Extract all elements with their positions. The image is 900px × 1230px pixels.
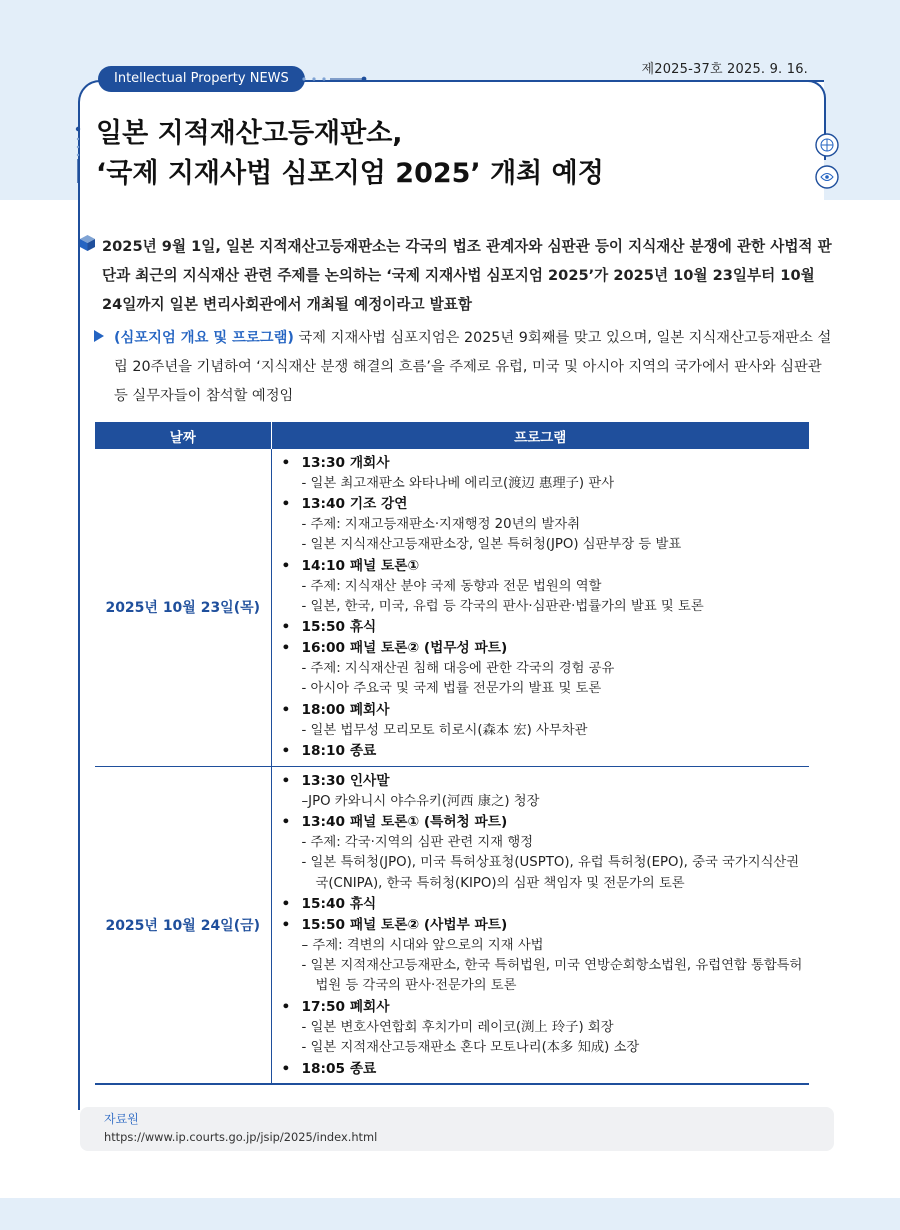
detail-paragraph <box>94 324 838 411</box>
source-box <box>80 1107 834 1151</box>
program-detail: - 주제: 지식재산권 침해 대응에 관한 각국의 경험 공유 <box>301 661 615 677</box>
summary-paragraph <box>80 232 840 319</box>
program-detail: – 주제: 격변의 시대와 앞으로의 지재 사법 <box>301 937 544 953</box>
program-item: • 13:40 기조 강연 <box>280 494 810 515</box>
triangle-bullet-icon <box>94 330 104 342</box>
globe-icon <box>812 130 842 200</box>
source-label: 자료원 <box>104 1112 139 1126</box>
program-item: • 13:30 인사말 <box>280 771 810 792</box>
detail-text <box>114 324 838 411</box>
program-item: • 15:50 휴식 <box>280 617 810 638</box>
program-detail: - 일본 최고재판소 와타나베 에리코(渡辺 惠理子) 판사 <box>301 475 615 491</box>
program-item: • 17:50 폐회사 <box>280 997 810 1018</box>
program-item: • 13:40 패널 토론① (특허청 파트) <box>280 812 810 833</box>
date-cell: 2025년 10월 24일(금) <box>95 766 271 1084</box>
program-detail: - 일본 지식재산고등재판소장, 일본 특허청(JPO) 심판부장 등 발표 <box>301 537 682 553</box>
table-row <box>95 766 809 1084</box>
title-line-2: ‘국제 지재사법 심포지엄 2025’ 개최 예정 <box>96 158 604 189</box>
cube-bullet-icon <box>80 235 95 251</box>
source-link[interactable]: https://www.ip.courts.go.jp/jsip/2025/index.html <box>104 1130 378 1144</box>
program-table <box>95 422 809 1085</box>
issue-number: 제2025-37호 2025. 9. 16. <box>641 62 808 77</box>
newsletter-badge: Intellectual Property NEWS <box>98 66 305 92</box>
table-row <box>95 449 809 766</box>
program-detail: - 일본 지적재산고등재판소, 한국 특허법원, 미국 연방순회항소법원, 유럽연합 통합특허법원 등 각국의 판사·전문가의 토론 <box>301 958 803 994</box>
header-program: 프로그램 <box>271 422 809 449</box>
dots-decoration-vertical <box>72 125 84 185</box>
program-detail: - 아시아 주요국 및 국제 법률 전문가의 발표 및 토론 <box>301 681 602 697</box>
table-header-row <box>95 422 809 449</box>
program-detail: - 일본 지적재산고등재판소 혼다 모토나리(本多 知成) 소장 <box>301 1040 640 1056</box>
detail-lead: (심포지엄 개요 및 프로그램) <box>114 330 294 346</box>
date-cell: 2025년 10월 23일(목) <box>95 449 271 766</box>
program-item: • 18:10 종료 <box>280 741 810 762</box>
program-detail: - 주제: 각국·지역의 심판 관련 지재 행정 <box>301 834 534 850</box>
program-cell <box>271 766 809 1084</box>
program-item: • 18:05 종료 <box>280 1059 810 1080</box>
program-item: • 14:10 패널 토론① <box>280 556 810 577</box>
program-detail: - 일본 법무성 모리모토 히로시(森本 宏) 사무차관 <box>301 722 588 738</box>
program-cell <box>271 449 809 766</box>
program-item: • 15:40 휴식 <box>280 894 810 915</box>
program-detail: - 일본 특허청(JPO), 미국 특허상표청(USPTO), 유럽 특허청(EPO), 중국 국가지식산권국(CNIPA), 한국 특허청(KIPO)의 심판 책임자 및 전문가의 토론 <box>301 855 800 891</box>
footer-band <box>0 1198 900 1230</box>
program-item: • 13:30 개회사 <box>280 453 810 474</box>
program-item: • 16:00 패널 토론② (법무성 파트) <box>280 638 810 659</box>
summary-text: 2025년 9월 1일, 일본 지적재산고등재판소는 각국의 법조 관계자와 심판관 등이 지식재산 분쟁에 관한 사법적 판단과 최근의 지식재산 관련 주제를 논의하는 ‘국제 지재사법 심포지엄 2025’가 2025년 10월 23일부터 10월 24일까지 일본 변리사회관에서 개최될 예정이라고 발표함 <box>102 238 832 313</box>
dots-decoration <box>300 75 370 83</box>
program-detail: - 일본 변호사연합회 후치가미 레이코(渕上 玲子) 회장 <box>301 1019 614 1035</box>
program-item: • 15:50 패널 토론② (사법부 파트) <box>280 915 810 936</box>
program-detail: - 주제: 지재고등재판소·지재행정 20년의 발자취 <box>301 517 581 532</box>
detail-body: 국제 지재사법 심포지엄은 2025년 9회째를 맞고 있으며, 일본 지식재산고등재판소 설립 20주년을 기념하여 ‘지식재산 분쟁 해결의 흐름’을 주제로 유럽, 미국 및 아시아 지역의 국가에서 판사와 심판관 등 실무자들이 참석할 예정임 <box>114 330 832 404</box>
header-date: 날짜 <box>95 422 271 449</box>
page-title <box>96 114 796 194</box>
program-detail: - 일본, 한국, 미국, 유럽 등 각국의 판사·심판관·법률가의 발표 및 토론 <box>301 599 704 615</box>
program-item: • 18:00 폐회사 <box>280 700 810 721</box>
title-line-1: 일본 지적재산고등재판소, <box>96 118 403 149</box>
program-detail: –JPO 카와니시 야수유키(河西 康之) 청장 <box>301 793 540 809</box>
program-detail: - 주제: 지식재산 분야 국제 동향과 전문 법원의 역할 <box>301 578 602 594</box>
